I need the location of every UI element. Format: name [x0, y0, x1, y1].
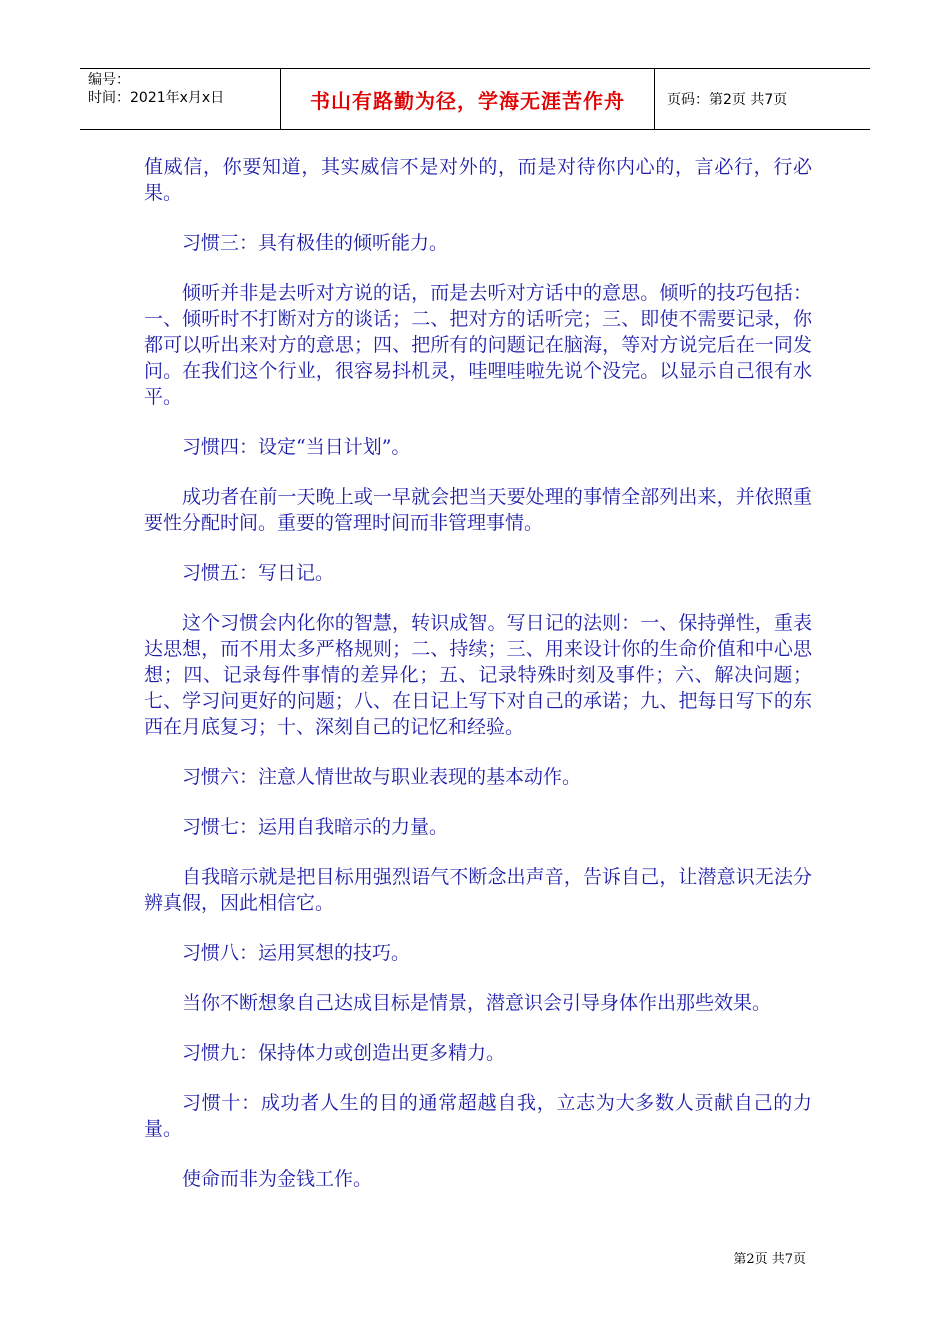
header-meta	[80, 69, 281, 129]
serial-number-label: 编号：	[88, 72, 130, 88]
habit-heading: 习惯八：运用冥想的技巧。	[182, 942, 411, 964]
habit-heading: 习惯三：具有极佳的倾听能力。	[182, 232, 449, 254]
habit-heading: 习惯四：设定“当日计划”。	[182, 436, 411, 458]
header-motto-cell	[281, 69, 655, 129]
page-header	[80, 68, 870, 130]
habit-heading: 习惯七：运用自我暗示的力量。	[182, 816, 449, 838]
paragraph: 成功者在前一天晚上或一早就会把当天要处理的事情全部列出来，并依照重要性分配时间。重要的管理时间而非管理事情。	[144, 486, 812, 534]
document-body	[144, 154, 812, 1216]
paragraph: 当你不断想象自己达成目标是情景，潜意识会引导身体作出那些效果。	[182, 992, 772, 1014]
habit-heading: 习惯五：写日记。	[182, 562, 335, 584]
paragraph: 值威信，你要知道，其实威信不是对外的，而是对待你内心的，言必行，行必果。	[144, 156, 812, 204]
date-line: 时间：2021年x月x日	[88, 90, 225, 106]
header-page-info: 页码：第2页 共7页	[667, 92, 788, 108]
header-motto: 书山有路勤为径，学海无涯苦作舟	[310, 88, 625, 113]
habit-heading: 习惯九：保持体力或创造出更多精力。	[182, 1042, 506, 1064]
habit-heading: 习惯六：注意人情世故与职业表现的基本动作。	[182, 766, 582, 788]
paragraph: 自我暗示就是把目标用强烈语气不断念出声音，告诉自己，让潜意识无法分辨真假，因此相信它。	[144, 866, 812, 914]
habit-heading: 习惯十：成功者人生的目的通常超越自我，立志为大多数人贡献自己的力量。	[144, 1092, 812, 1140]
paragraph: 倾听并非是去听对方说的话，而是去听对方话中的意思。倾听的技巧包括：一、倾听时不打断对方的谈话；二、把对方的话听完；三、即使不需要记录，你都可以听出来对方的意思；四、把所有的问题记在脑海，等对方说完后在一同发问。在我们这个行业，很容易抖机灵，哇哩哇啦先说个没完。以显示自己很有水平。	[144, 282, 812, 408]
page-footer: 第2页 共7页	[733, 1252, 806, 1267]
paragraph: 使命而非为金钱工作。	[182, 1168, 373, 1190]
paragraph: 这个习惯会内化你的智慧，转识成智。写日记的法则：一、保持弹性，重表达思想，而不用太多严格规则；二、持续；三、用来设计你的生命价值和中心思想；四、记录每件事情的差异化；五、记录特殊时刻及事件；六、解决问题；七、学习问更好的问题；八、在日记上写下对自己的承诺；九、把每日写下的东西在月底复习；十、深刻自己的记忆和经验。	[144, 612, 812, 738]
